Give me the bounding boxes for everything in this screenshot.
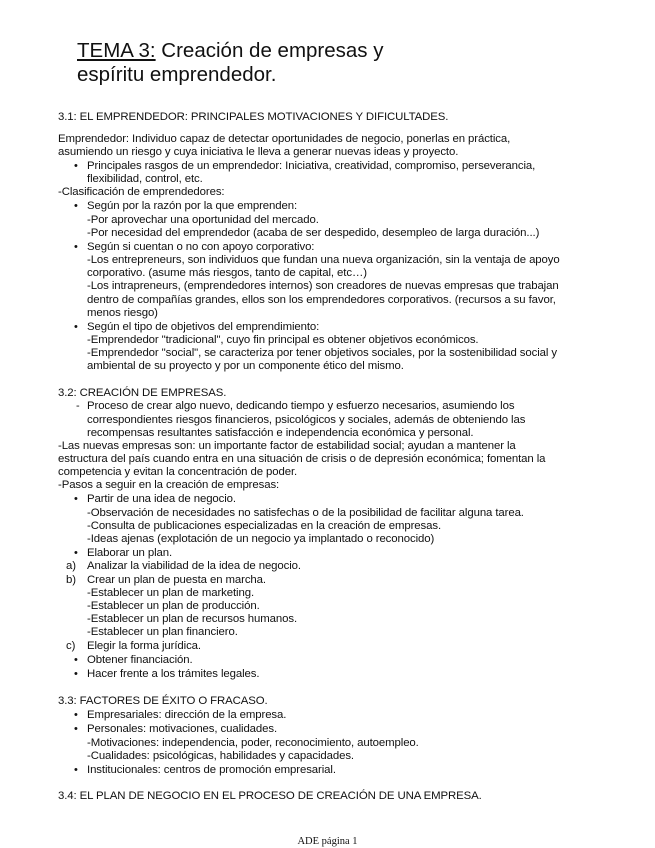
sub-item-continuation: corporativo. (asume más riesgos, tanto de capital, etc…)	[87, 267, 367, 279]
list-item: Analizar la viabilidad de la idea de negocio.	[87, 560, 301, 572]
definition-line: asumiendo un riesgo y cuya iniciativa le lleva a generar nuevas ideas y proyecto.	[58, 146, 459, 158]
list-item: Según por la razón por la que emprenden:	[87, 200, 298, 212]
sub-item: -Cualidades: psicológicas, habilidades y capacidades.	[87, 750, 354, 762]
bullet-icon: •	[74, 160, 78, 172]
sub-item: -Consulta de publicaciones especializadas en la creación de empresas.	[87, 520, 442, 532]
dash-marker: -	[76, 400, 80, 412]
sub-item: -Motivaciones: independencia, poder, reconocimiento, autoempleo.	[87, 737, 419, 749]
list-item: Elaborar un plan.	[87, 547, 173, 559]
bullet-icon: •	[74, 709, 78, 721]
sub-item: -Establecer un plan de recursos humanos.	[87, 613, 298, 625]
list-item: Según el tipo de objetivos del emprendimiento:	[87, 321, 320, 333]
sub-item: -Los intrapreneurs, (emprendedores internos) son creadores de nuevas empresas que trabajan	[87, 280, 559, 292]
sub-item: -Emprendedor "tradicional", cuyo fin principal es obtener objetivos económicos.	[87, 334, 479, 346]
list-item: Según si cuentan o no con apoyo corporativo:	[87, 241, 315, 253]
paragraph-line: -Pasos a seguir en la creación de empresas:	[58, 479, 280, 491]
bullet-icon: •	[74, 321, 78, 333]
sub-item: -Por aprovechar una oportunidad del mercado.	[87, 214, 319, 226]
definition-line: Emprendedor: Individuo capaz de detectar oportunidades de negocio, ponerlas en práctica,	[58, 133, 511, 145]
list-item: Crear un plan de puesta en marcha.	[87, 574, 266, 586]
list-marker: c)	[66, 640, 76, 652]
list-item: Hacer frente a los trámites legales.	[87, 668, 260, 680]
sub-item: -Los entrepreneurs, son individuos que fundan una nueva organización, sin la ventaja de apoyo	[87, 254, 560, 266]
title-line2: espíritu emprendedor.	[77, 63, 277, 86]
list-item: Empresariales: dirección de la empresa.	[87, 709, 287, 721]
sub-item: -Observación de necesidades no satisfechas o de la posibilidad de facilitar alguna tarea.	[87, 507, 524, 519]
sub-item: -Establecer un plan de marketing.	[87, 587, 255, 599]
bullet-icon: •	[74, 241, 78, 253]
list-item: Obtener financiación.	[87, 654, 193, 666]
list-item: Partir de una idea de negocio.	[87, 493, 236, 505]
sub-item: -Por necesidad del emprendedor (acaba de ser despedido, desempleo de larga duración...)	[87, 227, 540, 239]
list-marker: a)	[66, 560, 76, 572]
list-item-continuation: flexibilidad, control, etc.	[87, 173, 203, 185]
paragraph-line: competencia y evitan la concentración de poder.	[58, 466, 298, 478]
paragraph-line: estructura del país cuando entra en una situación de crisis o de depresión económica; fomentan la	[58, 453, 546, 465]
list-item-continuation: correspondientes riesgos financieros, psicológicos y sociales, además de obteniendo las	[87, 414, 526, 426]
section-heading-3-3: 3.3: FACTORES DE ÉXITO O FRACASO.	[58, 695, 268, 707]
sub-item-continuation: dentro de compañías grandes, ellos son los emprendedores corporativos. (recursos a su favor,	[87, 294, 556, 306]
title-line1: Creación de empresas y	[155, 39, 384, 62]
bullet-icon: •	[74, 668, 78, 680]
bullet-icon: •	[74, 654, 78, 666]
list-item: Proceso de crear algo nuevo, dedicando tiempo y esfuerzo necesarios, asumiendo los	[87, 400, 515, 412]
section-heading-3-2: 3.2: CREACIÓN DE EMPRESAS.	[58, 387, 227, 399]
sub-item: -Emprendedor "social", se caracteriza por tener objetivos sociales, por la sostenibilidad social y	[87, 347, 557, 359]
page-footer: ADE página 1	[297, 836, 358, 847]
sub-item: -Establecer un plan de producción.	[87, 600, 260, 612]
page-title	[77, 39, 597, 87]
list-item: Principales rasgos de un emprendedor: Iniciativa, creatividad, compromiso, perseverancia,	[87, 160, 536, 172]
sub-item-continuation: ambiental de su proyecto y por un componente ético del mismo.	[87, 360, 404, 372]
paragraph-line: -Las nuevas empresas son: un importante factor de estabilidad social; ayudan a mantener la	[58, 440, 516, 452]
list-item: Institucionales: centros de promoción empresarial.	[87, 764, 336, 776]
bullet-icon: •	[74, 547, 78, 559]
paragraph-line: -Clasificación de emprendedores:	[58, 186, 225, 198]
list-marker: b)	[66, 574, 76, 586]
bullet-icon: •	[74, 764, 78, 776]
bullet-icon: •	[74, 493, 78, 505]
sub-item: -Ideas ajenas (explotación de un negocio ya implantado o reconocido)	[87, 533, 435, 545]
bullet-icon: •	[74, 200, 78, 212]
section-heading-3-1: 3.1: EL EMPRENDEDOR: PRINCIPALES MOTIVACIONES Y DIFICULTADES.	[58, 111, 449, 123]
list-item-continuation: recompensas resultantes satisfacción e independencia económica y personal.	[87, 427, 474, 439]
sub-item-continuation: menos riesgo)	[87, 307, 158, 319]
bullet-icon: •	[74, 723, 78, 735]
title-tema-label: TEMA 3:	[77, 39, 156, 62]
section-heading-3-4: 3.4: EL PLAN DE NEGOCIO EN EL PROCESO DE CREACIÓN DE UNA EMPRESA.	[58, 790, 482, 802]
list-item: Personales: motivaciones, cualidades.	[87, 723, 278, 735]
sub-item: -Establecer un plan financiero.	[87, 626, 238, 638]
list-item: Elegir la forma jurídica.	[87, 640, 201, 652]
